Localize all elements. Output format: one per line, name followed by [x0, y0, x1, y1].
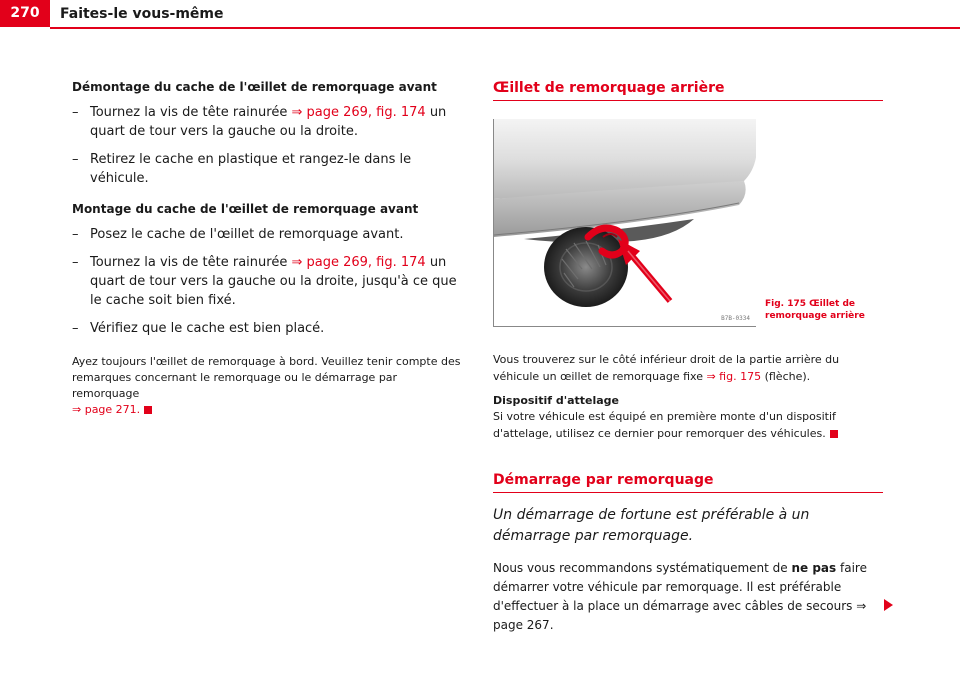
- page-header: [0, 0, 960, 32]
- rear-tow-eye-image: [493, 119, 756, 327]
- page-number: 270: [0, 0, 50, 27]
- step-text-cont: un quart de tour vers la gauche ou la droite, jusqu'à ce que le cache soit bien fixé.: [90, 255, 457, 308]
- tow-start-title: Démarrage par remorquage: [493, 472, 883, 493]
- jump-start-page-link[interactable]: ⇒ page 267.: [493, 599, 867, 632]
- right-column: [493, 80, 883, 635]
- step-text: Tournez la vis de tête rainurée: [90, 255, 292, 270]
- step-text-cont: un quart de tour vers la gauche ou la droite.: [90, 105, 447, 139]
- hitch-text: Si votre véhicule est équipé en première monte d'un dispositif d'attelage, utilisez ce dernier pour remorquer des véhicules.: [493, 410, 836, 440]
- step-item: [72, 150, 464, 188]
- step-text: Retirez le cache en plastique et rangez-le dans le véhicule.: [90, 152, 412, 186]
- rear-para-end: (flèche).: [761, 370, 811, 383]
- step-text: Posez le cache de l'œillet de remorquage avant.: [90, 227, 404, 242]
- step-text: Vérifiez que le cache est bien placé.: [90, 321, 325, 336]
- figure-ref-code: B7B-0334: [721, 315, 750, 322]
- rear-tow-eye-paragraph: [493, 351, 883, 385]
- step-item: [72, 225, 464, 244]
- rear-bumper-illustration: [494, 119, 756, 327]
- step-item: [72, 253, 464, 310]
- chapter-title: Faites-le vous-même: [60, 6, 224, 22]
- step-item: [72, 319, 464, 338]
- fitting-steps: [72, 225, 464, 338]
- dash-bullet: –: [72, 227, 79, 242]
- tow-start-text-cont: faire démarrer votre véhicule par remorquage. Il est préférable d'effectuer à la place un démarrage avec câbles de secours: [493, 561, 867, 613]
- note-text: Ayez toujours l'œillet de remorquage à bord. Veuillez tenir compte des remarques concernant le remorquage ou le démarrage par remorquage: [72, 355, 461, 400]
- removal-heading: Démontage du cache de l'œillet de remorquage avant: [72, 80, 437, 94]
- end-of-section-icon: [830, 430, 838, 438]
- figure-caption: Fig. 175 Œillet de remorquage arrière: [765, 299, 865, 321]
- step-item: [72, 103, 464, 141]
- dash-bullet: –: [72, 105, 79, 120]
- left-column: [72, 80, 464, 418]
- figure-175-link[interactable]: ⇒ fig. 175: [706, 370, 762, 383]
- rear-para-text: Vous trouverez sur le côté inférieur droit de la partie arrière du véhicule un œillet de remorquage fixe: [493, 353, 840, 383]
- fitting-heading: Montage du cache de l'œillet de remorquage avant: [72, 202, 419, 216]
- continue-arrow-icon: [884, 599, 893, 611]
- note: [72, 354, 464, 418]
- hitch-heading: Dispositif d'attelage: [493, 394, 620, 407]
- tow-start-emphasis: ne pas: [791, 561, 837, 575]
- dash-bullet: –: [72, 152, 79, 167]
- tow-start-text: Nous vous recommandons systématiquement de: [493, 561, 792, 575]
- dash-bullet: –: [72, 321, 79, 336]
- note-page-link[interactable]: ⇒ page 271.: [72, 403, 141, 416]
- step-text: Tournez la vis de tête rainurée: [90, 105, 292, 120]
- rear-tow-eye-title: Œillet de remorquage arrière: [493, 80, 883, 101]
- hitch-paragraph: [493, 408, 883, 442]
- cross-reference-link[interactable]: ⇒ page 269, fig. 174: [291, 105, 426, 120]
- dash-bullet: –: [72, 255, 79, 270]
- end-of-section-icon: [144, 406, 152, 414]
- tow-start-lead: Un démarrage de fortune est préférable à un démarrage par remorquage.: [493, 507, 810, 544]
- removal-steps: [72, 103, 464, 188]
- figure-175: [493, 119, 883, 327]
- tow-start-paragraph: [493, 559, 883, 635]
- cross-reference-link[interactable]: ⇒ page 269, fig. 174: [291, 255, 426, 270]
- header-rule: [50, 27, 960, 29]
